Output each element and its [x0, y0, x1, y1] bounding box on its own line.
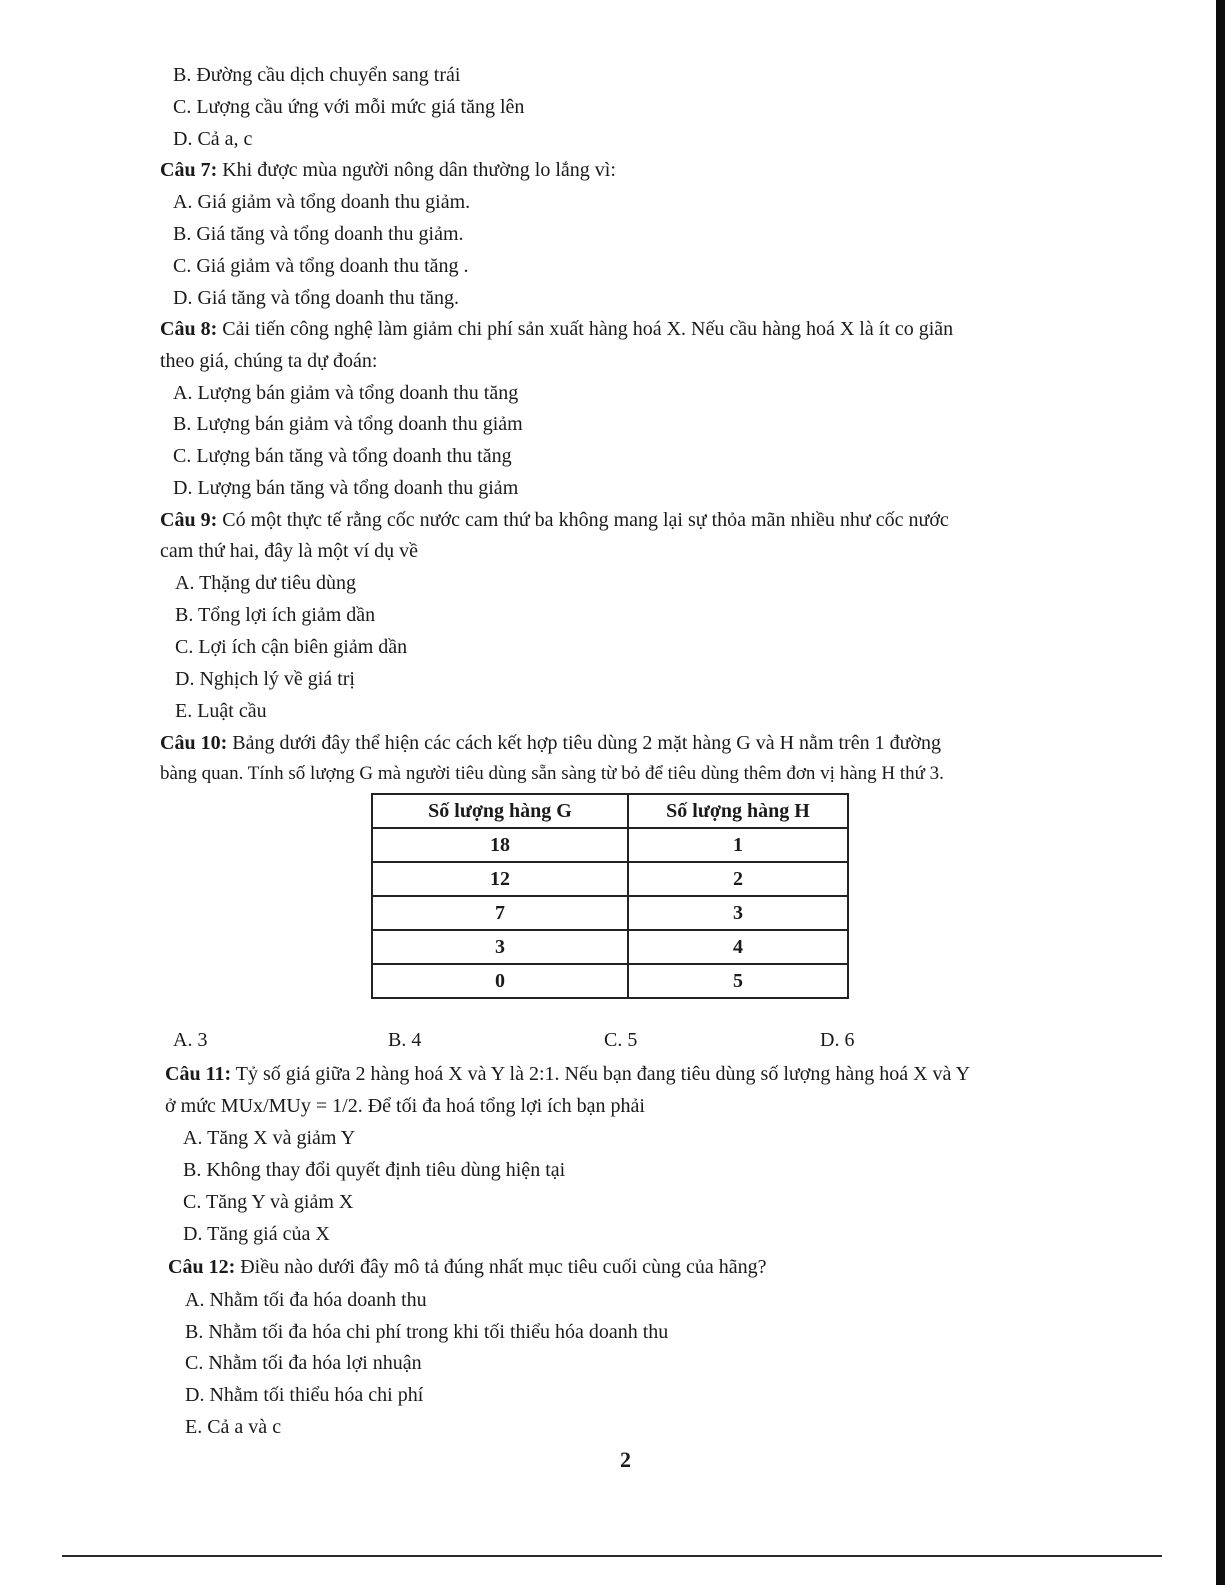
q9-label: Câu 9:	[160, 509, 218, 531]
table-row	[372, 896, 848, 930]
table-cell: 3	[372, 930, 628, 964]
q8-option-b: B. Lượng bán giảm và tổng doanh thu giảm	[173, 413, 523, 435]
table-cell: 12	[372, 862, 628, 896]
table-row	[372, 964, 848, 998]
q7-stem	[160, 157, 616, 183]
q8-option-c: C. Lượng bán tăng và tổng doanh thu tăng	[173, 445, 512, 467]
q7-option-a: A. Giá giảm và tổng doanh thu giảm.	[173, 191, 471, 213]
q8-text-line2: theo giá, chúng ta dự đoán:	[160, 350, 378, 372]
table-row	[372, 862, 848, 896]
q11-text-line1: Tỷ số giá giữa 2 hàng hoá X và Y là 2:1. Nếu bạn đang tiêu dùng số lượng hàng hoá X và Y	[235, 1063, 971, 1085]
table-cell: 0	[372, 964, 628, 998]
q8-option-a: A. Lượng bán giảm và tổng doanh thu tăng	[173, 382, 519, 404]
q11-stem	[165, 1061, 970, 1087]
table-cell: 4	[628, 930, 848, 964]
q7-text: Khi được mùa người nông dân thường lo lắng vì:	[222, 159, 616, 181]
q8-stem	[160, 316, 953, 342]
table-cell: 7	[372, 896, 628, 930]
q12-option-a: A. Nhằm tối đa hóa doanh thu	[185, 1289, 427, 1311]
q9-option-c: C. Lợi ích cận biên giảm dần	[175, 636, 408, 658]
q10-option-c: C. 5	[604, 1029, 638, 1051]
q9-stem	[160, 507, 949, 533]
q12-option-e: E. Cả a và c	[185, 1416, 282, 1438]
q11-option-d: D. Tăng giá của X	[183, 1223, 330, 1245]
page-number: 2	[620, 1447, 631, 1472]
q12-stem	[168, 1254, 767, 1280]
q11-text-line2: ở mức MUx/MUy = 1/2. Để tối đa hoá tổng lợi ích bạn phải	[165, 1095, 645, 1117]
table-cell: 18	[372, 828, 628, 862]
q6-option-b: B. Đường cầu dịch chuyển sang trái	[173, 64, 461, 86]
table-cell: 5	[628, 964, 848, 998]
q6-option-d: D. Cả a, c	[173, 128, 253, 150]
q7-option-b: B. Giá tăng và tổng doanh thu giảm.	[173, 223, 464, 245]
indifference-table	[371, 793, 849, 999]
q10-option-b: B. 4	[388, 1029, 422, 1051]
q8-option-d: D. Lượng bán tăng và tổng doanh thu giảm	[173, 477, 519, 499]
table-cell: 2	[628, 862, 848, 896]
q10-option-d: D. 6	[820, 1029, 855, 1051]
table-row	[372, 930, 848, 964]
table-header-h: Số lượng hàng H	[628, 794, 848, 828]
table-cell: 1	[628, 828, 848, 862]
q7-option-c: C. Giá giảm và tổng doanh thu tăng .	[173, 255, 469, 277]
q12-option-c: C. Nhằm tối đa hóa lợi nhuận	[185, 1352, 422, 1374]
q11-option-b: B. Không thay đổi quyết định tiêu dùng hiện tại	[183, 1159, 566, 1181]
q11-option-c: C. Tăng Y và giảm X	[183, 1191, 354, 1213]
q11-label: Câu 11:	[165, 1063, 232, 1085]
q9-option-d: D. Nghịch lý về giá trị	[175, 668, 355, 690]
table-row	[372, 828, 848, 862]
q10-stem	[160, 730, 941, 756]
page-edge-shadow	[1216, 0, 1225, 1585]
q10-text-line2: bàng quan. Tính số lượng G mà người tiêu dùng sẵn sàng từ bỏ để tiêu dùng thêm đơn vị hàng H thứ 3.	[160, 763, 944, 784]
q11-option-a: A. Tăng X và giảm Y	[183, 1127, 356, 1149]
q7-option-d: D. Giá tăng và tổng doanh thu tăng.	[173, 287, 460, 309]
table-header-row	[372, 794, 848, 828]
footer-rule	[62, 1555, 1162, 1557]
table-cell: 3	[628, 896, 848, 930]
q8-label: Câu 8:	[160, 318, 218, 340]
q6-option-c: C. Lượng cầu ứng với mỗi mức giá tăng lên	[173, 96, 525, 118]
table-header-g: Số lượng hàng G	[372, 794, 628, 828]
q12-text: Điều nào dưới đây mô tả đúng nhất mục tiêu cuối cùng của hãng?	[240, 1256, 767, 1278]
q12-label: Câu 12:	[168, 1256, 236, 1278]
q12-option-b: B. Nhằm tối đa hóa chi phí trong khi tối thiểu hóa doanh thu	[185, 1321, 669, 1343]
q9-text-line2: cam thứ hai, đây là một ví dụ về	[160, 540, 418, 562]
q10-label: Câu 10:	[160, 732, 228, 754]
q9-option-e: E. Luật cầu	[175, 700, 267, 722]
q8-text-line1: Cải tiến công nghệ làm giảm chi phí sản xuất hàng hoá X. Nếu cầu hàng hoá X là ít co giãn	[222, 318, 954, 340]
q10-option-a: A. 3	[173, 1029, 208, 1051]
q9-text-line1: Có một thực tế rằng cốc nước cam thứ ba không mang lại sự thỏa mãn nhiều như cốc nước	[222, 509, 949, 531]
q12-option-d: D. Nhằm tối thiểu hóa chi phí	[185, 1384, 424, 1406]
q9-option-a: A. Thặng dư tiêu dùng	[175, 572, 357, 594]
q9-option-b: B. Tổng lợi ích giảm dần	[175, 604, 376, 626]
q10-text-line1: Bảng dưới đây thể hiện các cách kết hợp tiêu dùng 2 mặt hàng G và H nằm trên 1 đường	[232, 732, 942, 754]
q7-label: Câu 7:	[160, 159, 218, 181]
